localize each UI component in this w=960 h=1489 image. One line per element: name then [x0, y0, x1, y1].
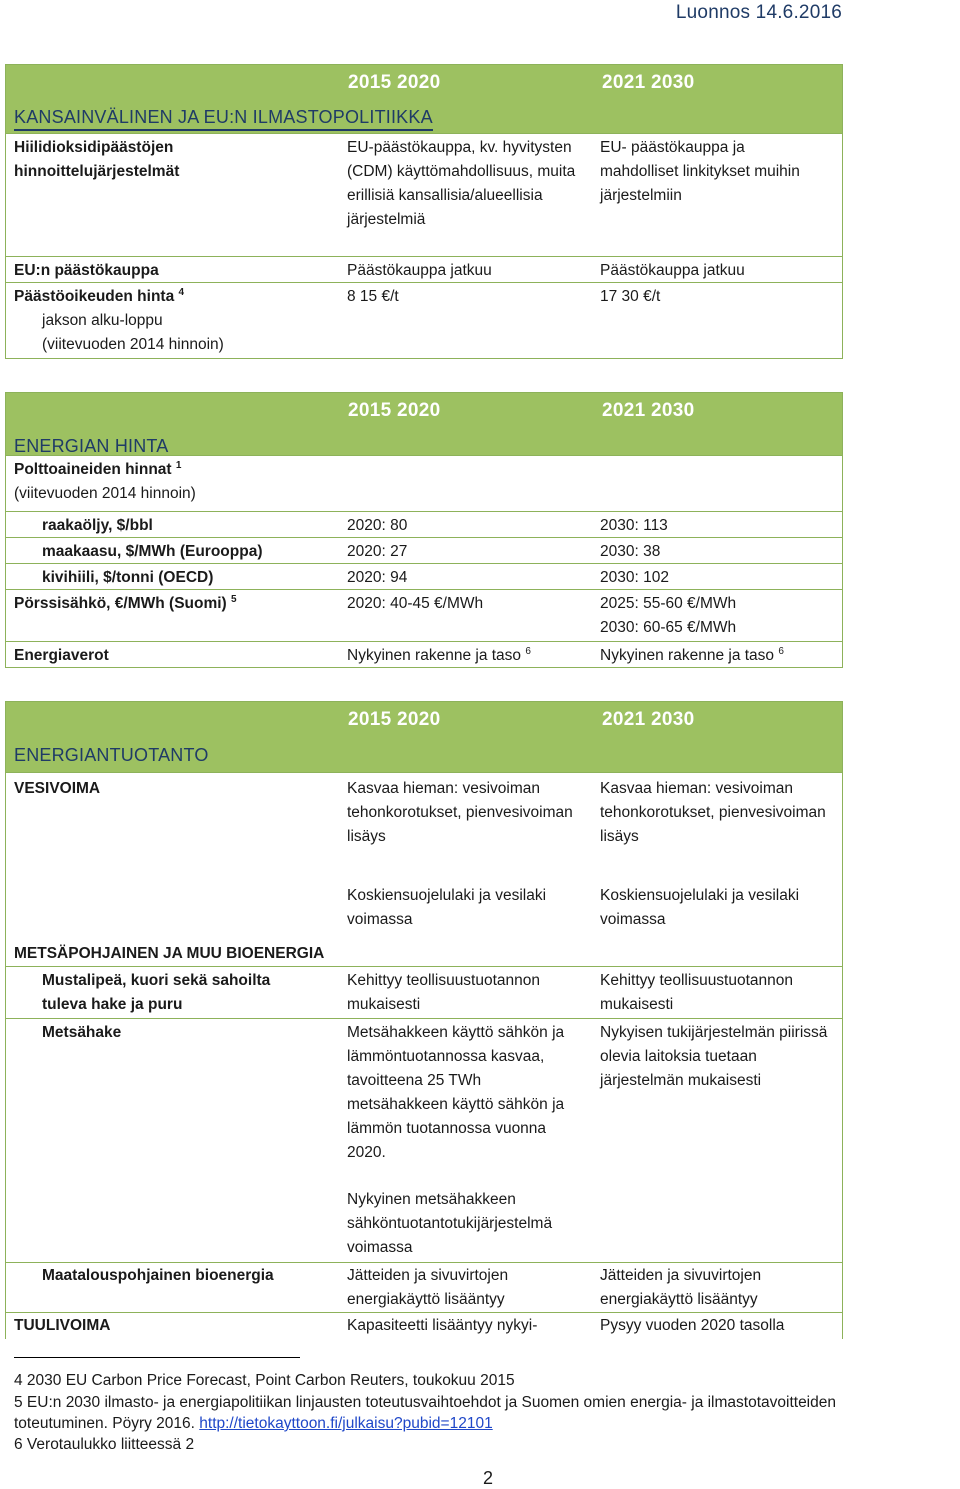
cell-period-1: 2020: 27 [347, 543, 408, 560]
cell-period-1: Kehittyy teollisuustuotannon mukaisesti [347, 972, 541, 1013]
source-link[interactable]: http://tietokayttoon.fi/julkaisu?pubid=12101 [199, 1415, 493, 1432]
cell-period-2: EU- päästökauppa ja mahdolliset linkitykset muihin järjestelmiin [600, 139, 800, 204]
page-number: 2 [483, 1468, 494, 1488]
cell-period-1: Nykyinen metsähakkeen sähköntuotantotukijärjestelmä voimassa [347, 1191, 553, 1256]
table-row [6, 455, 842, 512]
cell-period-2: 2025: 55-60 €/MWh [600, 595, 737, 612]
row-label: Hiilidioksidipäästöjen hinnoittelujärjestelmät [14, 139, 180, 180]
cell-period-2: Kehittyy teollisuustuotannon mukaisesti [600, 972, 794, 1013]
table-row [6, 1262, 842, 1313]
table-row [6, 133, 842, 255]
footnote-6: 6 Verotaulukko liitteessä 2 [14, 1436, 195, 1453]
section-title: ENERGIANTUOTANTO [14, 745, 209, 765]
row-label: Pörssisähkö, €/MWh (Suomi) $^5$ [14, 594, 237, 612]
climate-policy-section [5, 64, 843, 359]
row-label: Mustalipeä, kuori sekä sahoilta tuleva hake ja puru [42, 972, 271, 1013]
cell-period-2: Nykyinen rakenne ja taso $^6$ [600, 646, 784, 664]
cell-period-2: Päästökauppa jatkuu [600, 262, 745, 279]
section-title: KANSAINVÄLINEN JA EU:N ILMASTOPOLITIIKKA [14, 107, 433, 131]
row-label: Maatalouspohjainen bioenergia [42, 1267, 274, 1284]
row-label: VESIVOIMA [14, 780, 101, 797]
row-label: Polttoaineiden hinnat $^1$ [14, 460, 182, 478]
cell-period-2: Kasvaa hieman: vesivoiman tehonkorotukset, pienvesivoiman lisäys [600, 780, 826, 845]
footnote-ref: 5 [231, 594, 237, 605]
row-label: kivihiili, $/tonni (OECD) [42, 569, 214, 586]
table-row [6, 1312, 842, 1341]
cell-period-2: 17 30 €/t [600, 288, 661, 305]
footnote-4: 4 2030 EU Carbon Price Forecast, Point Carbon Reuters, toukokuu 2015 [14, 1372, 515, 1389]
section-title: ENERGIAN HINTA [14, 436, 169, 456]
cell-period-2: 2030: 102 [600, 569, 669, 586]
period-2-header: 2021 2030 [602, 400, 695, 421]
cell-period-1: 2020: 94 [347, 569, 408, 586]
table-row [6, 589, 842, 642]
table-row [6, 1186, 842, 1262]
footnote-5-cont: toteutuminen. Pöyry 2016. http://tietokayttoon.fi/julkaisu?pubid=12101 [14, 1415, 493, 1432]
cell-period-2: Jätteiden ja sivuvirtojen energiakäyttö lisääntyy [600, 1267, 762, 1308]
table-row [6, 563, 842, 590]
energy-production-section [5, 701, 843, 1339]
draft-date: Luonnos 14.6.2016 [675, 2, 842, 23]
cell-period-2: 2030: 38 [600, 543, 661, 560]
cell-period-1: Päästökauppa jatkuu [347, 262, 492, 279]
footnote-5: 5 EU:n 2030 ilmasto- ja energiapolitiikan linjausten toteutusvaihtoehdot ja Suomen omien energia- ja ilmastotavoitteiden [14, 1394, 836, 1411]
period-1-header: 2015 2020 [348, 709, 441, 730]
footnote-ref: 4 [178, 287, 185, 298]
cell-period-2: Koskiensuojelulaki ja vesilaki voimassa [600, 887, 800, 928]
table-row [6, 884, 842, 936]
row-label: Energiaverot [14, 647, 109, 664]
footnote-ref: 1 [175, 460, 182, 471]
footnote-separator [14, 1357, 300, 1358]
row-label: raakaöljy, $/bbl [42, 517, 153, 534]
cell-period-1: EU-päästökauppa, kv. hyvitysten (CDM) käyttömahdollisuus, muita erillisiä kansallisia/alueellisia järjestelmiä [347, 139, 576, 228]
table-row [6, 511, 842, 538]
cell-period-1: 2020: 80 [347, 517, 408, 534]
period-2-header: 2021 2030 [602, 709, 695, 730]
table-row [6, 537, 842, 564]
cell-period-2: 2030: 113 [600, 517, 668, 534]
table-row [6, 966, 842, 1019]
table-row [6, 256, 842, 283]
row-label: METSÄPOHJAINEN JA MUU BIOENERGIA [14, 945, 325, 962]
cell-period-2: Pysyy vuoden 2020 tasolla [600, 1317, 785, 1334]
cell-period-1: Metsähakkeen käyttö sähkön ja lämmöntuotannossa kasvaa, tavoitteena 25 TWh metsähakkeen käyttö sähkön ja lämmön tuotannossa vuonna 2020. [347, 1024, 565, 1161]
table-row [6, 772, 842, 877]
cell-period-1: Koskiensuojelulaki ja vesilaki voimassa [347, 887, 547, 928]
row-label: Päästöoikeuden hinta $^4$ [14, 287, 185, 305]
table-row [6, 1018, 842, 1177]
period-1-header: 2015 2020 [348, 72, 441, 93]
cell-period-1: Nykyinen rakenne ja taso $^6$ [347, 646, 531, 664]
energy-price-section [5, 392, 843, 668]
cell-period-1: Jätteiden ja sivuvirtojen energiakäyttö lisääntyy [347, 1267, 509, 1308]
period-2-header: 2021 2030 [602, 72, 695, 93]
row-label: Metsähake [42, 1024, 122, 1041]
table-row [6, 282, 842, 359]
cell-period-1: 8 15 €/t [347, 288, 399, 305]
row-sublabel: jakson alku-loppu [42, 312, 163, 329]
row-label: EU:n päästökauppa [14, 262, 159, 279]
table-row [6, 641, 842, 668]
footnote-ref: 6 [525, 646, 531, 657]
period-1-header: 2015 2020 [348, 400, 441, 421]
row-label: maakaasu, $/MWh (Eurooppa) [42, 543, 263, 560]
row-sublabel: (viitevuoden 2014 hinnoin) [42, 336, 224, 353]
cell-period-1: 2020: 40-45 €/MWh [347, 595, 484, 612]
cell-period-2b: 2030: 60-65 €/MWh [600, 619, 737, 636]
table-row [6, 940, 842, 966]
row-label: TUULIVOIMA [14, 1317, 111, 1334]
cell-period-2: Nykyisen tukijärjestelmän piirissä olevia laitoksia tuetaan järjestelmän mukaisesti [600, 1024, 828, 1089]
row-sublabel: (viitevuoden 2014 hinnoin) [14, 485, 196, 502]
footnote-ref: 6 [778, 646, 784, 657]
cell-period-1: Kasvaa hieman: vesivoiman tehonkorotukset, pienvesivoiman lisäys [347, 780, 573, 845]
cell-period-1: Kapasiteetti lisääntyy nykyi- [347, 1317, 538, 1334]
